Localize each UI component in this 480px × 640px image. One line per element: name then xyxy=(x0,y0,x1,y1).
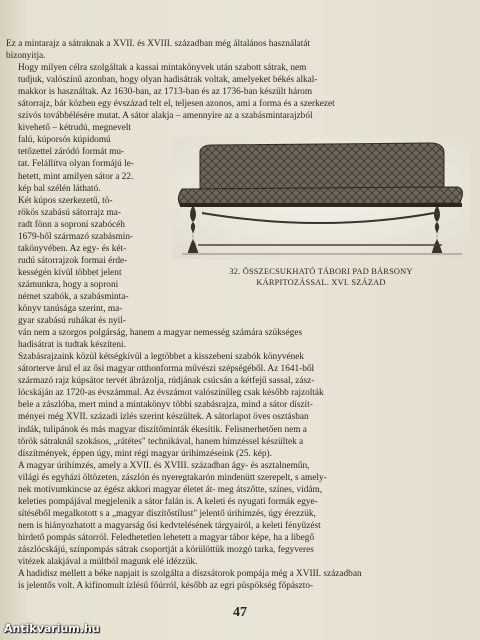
bench-illustration xyxy=(172,137,470,259)
body-text xyxy=(6,38,474,592)
figure-caption: 32. ÖSSZECSUKHATÓ TÁBORI PAD BÁRSONY KÁRPITOZÁSSAL. XVI. SZÁZAD xyxy=(229,267,413,287)
site-watermark: Antikvarium.hu xyxy=(4,622,100,635)
figure-photo xyxy=(172,137,470,259)
page-number: 47 xyxy=(233,605,247,620)
paragraph-2: Hogy milyen célra szolgáltak a kassai mintakönyvek után szabott sátrak, nem tudjuk, valószínű azonban, hogy olyan hadisátrak voltak, amelyeket békés alkal- makkor is használtak. Az 1630-ban, az 1713-ban és az 1736-ban készült három sátorrajz, bár közben egy évszázad telt el, teljesen azonos, ami a forma és a szerkezet szívós továbbélésére mutat. A sátor alakja – amennyire az a szabásmintarajzból kivehető – kétrudú, megnevelt falú, kúporsós kúpidomú tetőzettel záródó formát mu- tat. Felállítva olyan formájú le- hetett, mint amilyen sátor a 22. kép bal szélén látható. xyxy=(18,63,335,194)
paragraph-4: Szabásrajzaink közül kétségkívül a legtöbbet a kisszebeni szabók könyvének sátorterve árul el az ősi magyar otthonforma művészi szépségéből. Az 1641-ből származó rajz kúpsátor tervét ábrázolja, rúdjának csúcsán a kétfejű sassal, zász- lócskáján az 1720-as évszámmal. Az évszámot valószínűleg csak később rajzolták bele a zászlóba, mert mind a mintakönyv többi szabásrajza, mind a sátor díszít- ményei még XVII. századi ízlés szerint készültek. A sátorlapot öves osztásban indák, tulipánok és más magyar díszítőminták ékesítik. Felismerhetően nem a török sátraknál szokásos, „rátétes" technikával, hanem hímzéssel készültek a díszítmények, éppen úgy, mint régi magyar úrihímzéseink (25. kép). xyxy=(18,352,324,459)
paragraph-3: Két kúpos szerkezetű, tö- rökös szabású sátorrajz ma- radt fönn a soproni szabócéh 1679-ből származó szabásmin- takönyvében. Az egy- és két- rudú sátorrajzok formai érde- kességén kívül többet jelent számunkra, hogy a soproni német szabók, a szabásminta- könyv tanúsága szerint, ma- gyar szabású ruhákat és nyil- ván nem a szorgos polgárság, hanem a magyar nemesség számára szükséges hadisátrat is tudtak készíteni. xyxy=(18,195,303,351)
paragraph-1: Ez a mintarajz a sátraknak a XVII. és XVIII. században még általános használatát bizonyítja. xyxy=(6,39,311,62)
paragraph-5: A magyar úrihímzés, amely a XVII. és XVIII. században ágy- és asztalneműn, világi és egyházi öltözeten, zászlón és nyeregtakarón mindenütt szerepelt, s amely- nek motívumkincse az égész akkori magyar életet át- meg átszőtte, színes, vidám, keleties pompájával megjelenik a sátor falán is. A keleti és nyugati formák egye- sítéséből megalkotott s a „magyar díszítőstílust" jelentő úrihímzés, úgy érezzük, nem is hiányozhatott a magyarság ősi kedvtelésének tárgyairól, a keleti fényűzést hirdető pompás sátorról. Feledhetetlen lehetett a magyar tábor képe, ha a libegő zászlócskájú, színpompás sátrak csoportját a körülöttük mozgó tarka, fegyveres vitézek alakjával a múltból magunk elé idézzük. xyxy=(18,460,327,568)
paragraph-6: A hadidisz mellett a béke napjait is szolgálta a díszsátorok pompája még a XVIII. században is jelentős volt. A kifinomult ízlésű főúrról, később az egri püspökség főpászto- xyxy=(18,569,362,592)
